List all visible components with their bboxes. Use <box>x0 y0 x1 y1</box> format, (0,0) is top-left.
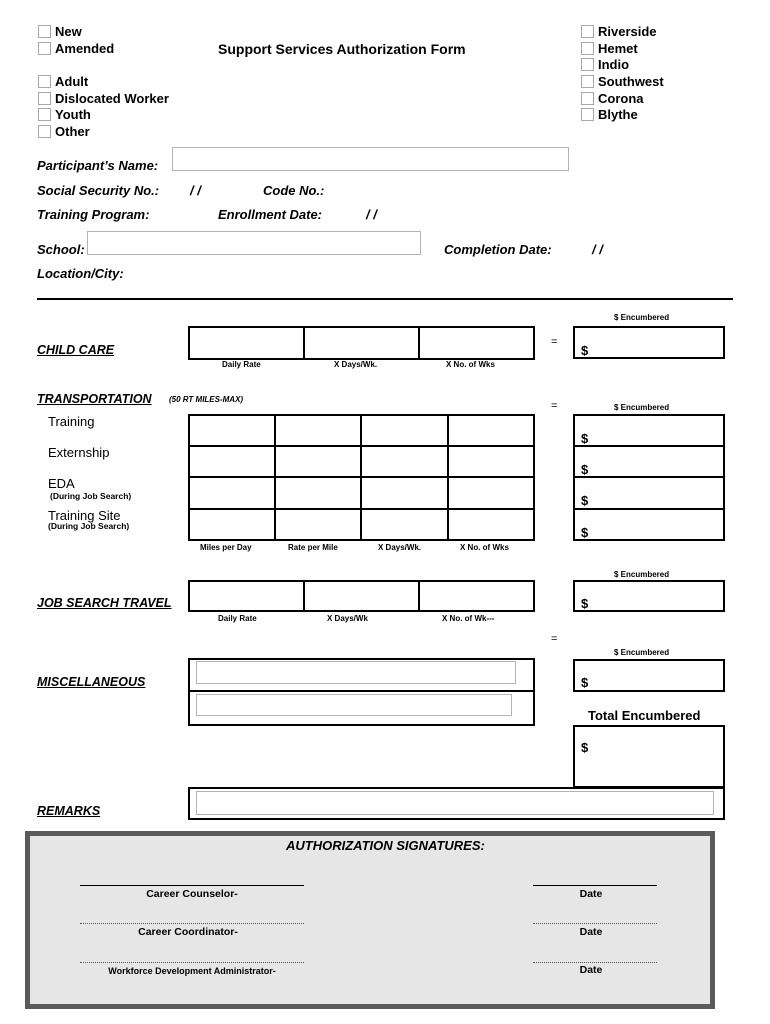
child-care-title: CHILD CARE <box>37 343 115 357</box>
grid-divider <box>188 508 535 510</box>
checkbox-amended[interactable] <box>38 42 51 55</box>
dollar-sign: $ <box>581 431 589 446</box>
checkbox-label-youth: Youth <box>55 107 91 122</box>
checkbox-new[interactable] <box>38 25 51 38</box>
code-no-label: Code No.: <box>263 183 325 198</box>
dollar-sign: $ <box>581 675 589 690</box>
checkbox-label-corona: Corona <box>598 91 644 106</box>
coordinator-date-label: Date <box>579 926 603 938</box>
dollar-sign: $ <box>581 740 589 755</box>
miscellaneous-title: MISCELLANEOUS <box>37 675 146 689</box>
grid-divider <box>573 476 725 478</box>
misc-line-1-input[interactable] <box>196 661 516 684</box>
grid-divider <box>188 445 535 447</box>
checkbox-label-indio: Indio <box>598 57 630 72</box>
administrator-date-line[interactable] <box>533 962 657 963</box>
col-label-rate-per-mile: Rate per Mile <box>288 543 338 552</box>
equals-sign: = <box>551 633 558 645</box>
participant-name-input[interactable] <box>172 147 569 171</box>
enrollment-date-label: Enrollment Date: <box>218 207 323 222</box>
col-label-no-wks: X No. of Wks <box>460 543 509 552</box>
checkbox-label-dislocated-worker: Dislocated Worker <box>55 91 169 106</box>
col-label-daily-rate: Daily Rate <box>218 614 257 623</box>
checkbox-label-blythe: Blythe <box>598 107 638 122</box>
checkbox-dislocated-worker[interactable] <box>38 92 51 105</box>
completion-date-label: Completion Date: <box>444 242 552 257</box>
grid-divider <box>573 508 725 510</box>
checkbox-label-southwest: Southwest <box>598 74 664 89</box>
equals-sign: = <box>551 400 558 412</box>
transportation-note: (50 RT MILES-MAX) <box>169 395 244 404</box>
total-encumbered-label: Total Encumbered <box>588 708 701 723</box>
checkbox-adult[interactable] <box>38 75 51 88</box>
col-label-days-wk: X Days/Wk. <box>334 360 378 369</box>
transportation-encumbered-label: $ Encumbered <box>614 403 670 412</box>
checkbox-label-amended: Amended <box>55 41 115 56</box>
child-care-encumbered-box[interactable] <box>573 326 725 359</box>
transport-row-label-training-site: Training Site <box>48 508 121 523</box>
checkbox-label-new: New <box>55 24 82 39</box>
counselor-date-label: Date <box>579 888 603 900</box>
col-label-miles-per-day: Miles per Day <box>200 543 252 552</box>
misc-encumbered-label: $ Encumbered <box>614 648 670 657</box>
dollar-sign: $ <box>581 525 589 540</box>
child-care-daily-rate-cell[interactable] <box>190 328 302 358</box>
checkbox-youth[interactable] <box>38 108 51 121</box>
grid-divider <box>188 690 535 692</box>
coordinator-signature-line[interactable] <box>80 923 304 924</box>
col-label-no-wks: X No. of Wks <box>446 360 495 369</box>
misc-encumbered-box[interactable] <box>573 659 725 692</box>
col-label-days-wk: X Days/Wk. <box>378 543 422 552</box>
counselor-signature-line[interactable] <box>80 885 304 886</box>
school-input[interactable] <box>87 231 421 255</box>
school-label: School: <box>37 242 85 257</box>
misc-line-2-input[interactable] <box>196 694 512 716</box>
coordinator-date-line[interactable] <box>533 923 657 924</box>
completion-date-separator: / / <box>592 242 603 257</box>
dollar-sign: $ <box>581 343 589 358</box>
job-search-encumbered-box[interactable] <box>573 580 725 612</box>
remarks-input[interactable] <box>196 791 714 815</box>
ssn-label: Social Security No.: <box>37 183 160 198</box>
checkbox-riverside[interactable] <box>581 25 594 38</box>
equals-sign: = <box>551 336 558 348</box>
col-label-days-wk: X Days/Wk <box>327 614 368 623</box>
checkbox-blythe[interactable] <box>581 108 594 121</box>
location-city-label: Location/City: <box>37 266 124 281</box>
counselor-date-line[interactable] <box>533 885 657 886</box>
remarks-title: REMARKS <box>37 804 101 818</box>
checkbox-other[interactable] <box>38 125 51 138</box>
training-program-label: Training Program: <box>37 207 150 222</box>
checkbox-label-hemet: Hemet <box>598 41 638 56</box>
grid-divider <box>418 580 420 612</box>
transport-row-label-eda: EDA <box>48 476 75 491</box>
child-care-encumbered-label: $ Encumbered <box>614 313 670 322</box>
signatures-panel <box>30 836 710 1004</box>
transport-row-label-externship: Externship <box>48 445 110 460</box>
transport-row-label-training: Training <box>48 414 95 429</box>
administrator-signature-label: Workforce Development Administrator- <box>108 966 276 976</box>
grid-divider <box>573 445 725 447</box>
form-title: Support Services Authorization Form <box>218 41 466 57</box>
job-search-encumbered-label: $ Encumbered <box>614 570 670 579</box>
dollar-sign: $ <box>581 493 589 508</box>
col-label-daily-rate: Daily Rate <box>222 360 261 369</box>
total-encumbered-box[interactable] <box>573 725 725 788</box>
checkbox-hemet[interactable] <box>581 42 594 55</box>
dollar-sign: $ <box>581 462 589 477</box>
child-care-weeks-cell[interactable] <box>420 328 533 358</box>
checkbox-label-riverside: Riverside <box>598 24 657 39</box>
checkbox-label-adult: Adult <box>55 74 89 89</box>
grid-divider <box>188 476 535 478</box>
grid-divider <box>303 580 305 612</box>
enrollment-date-separator: / / <box>366 207 377 222</box>
dollar-sign: $ <box>581 596 589 611</box>
transport-row-sub-training-site: (During Job Search) <box>48 521 130 531</box>
checkbox-label-other: Other <box>55 124 90 139</box>
transportation-title: TRANSPORTATION <box>37 392 152 406</box>
checkbox-indio[interactable] <box>581 58 594 71</box>
col-label-no-wk: X No. of Wk--- <box>442 614 495 623</box>
administrator-date-label: Date <box>579 964 603 976</box>
checkbox-southwest[interactable] <box>581 75 594 88</box>
checkbox-corona[interactable] <box>581 92 594 105</box>
administrator-signature-line[interactable] <box>80 962 304 963</box>
child-care-days-cell[interactable] <box>305 328 417 358</box>
signatures-title: AUTHORIZATION SIGNATURES: <box>286 838 485 853</box>
job-search-travel-title: JOB SEARCH TRAVEL <box>37 596 172 610</box>
transport-row-sub-eda: (During Job Search) <box>50 491 132 501</box>
participant-name-label: Participant’s Name: <box>37 158 159 173</box>
coordinator-signature-label: Career Coordinator- <box>138 926 238 938</box>
ssn-separator: / / <box>190 183 201 198</box>
counselor-signature-label: Career Counselor- <box>146 888 238 900</box>
section-divider <box>37 298 733 300</box>
job-search-grid <box>188 580 535 612</box>
